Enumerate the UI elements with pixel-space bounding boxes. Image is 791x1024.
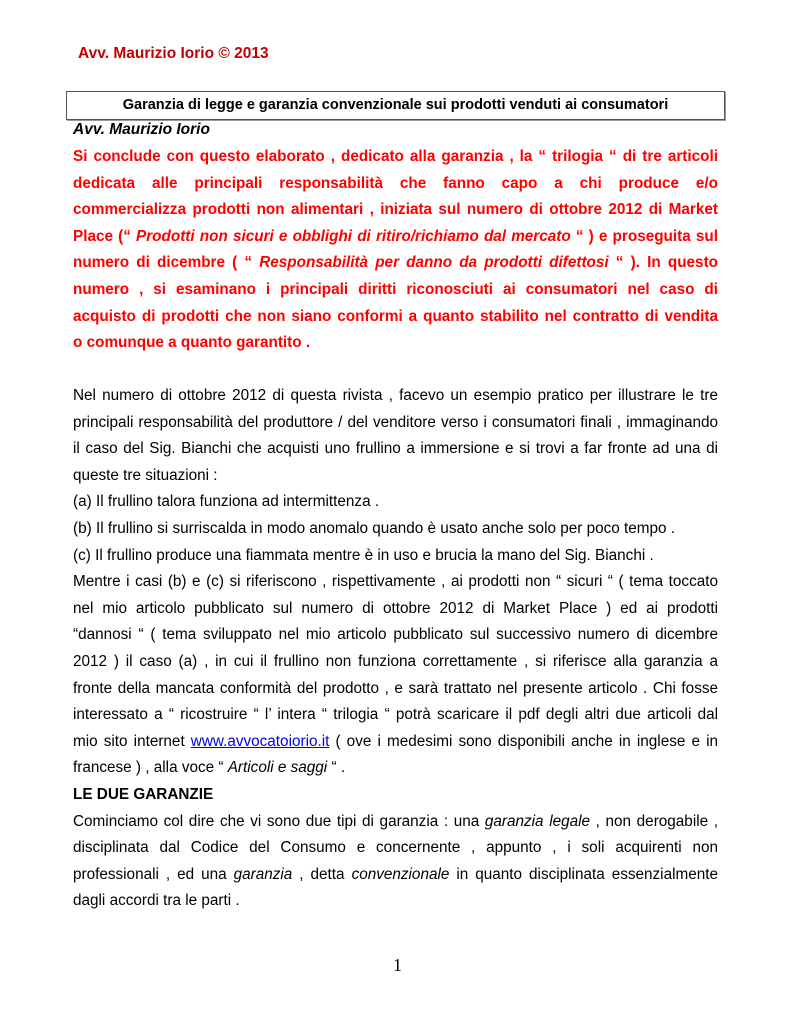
text: , detta [292,865,352,883]
text-line: fronte della mancata conformità del prodotto , e sarà trattato nel presente articolo . Chi fosse [73,679,718,697]
text: “ . [327,759,346,777]
text-line [73,729,718,756]
text: Place (“ [73,227,137,245]
term: garanzia [233,865,293,883]
website-link[interactable]: www.avvocatoiorio.it [190,732,330,750]
text-line [73,809,718,836]
body-text [73,383,718,915]
text-line: dagli accordi tra le parti . [73,892,240,910]
text-line: numero , si esaminano i principali diritti riconosciuti ai consumatori nel caso di [73,280,718,298]
list-item: (c) Il frullino produce una fiammata mentre è in uso e brucia la mano del Sig. Bianchi . [73,546,654,564]
text-line: nel mio articolo pubblicato sul numero di ottobre 2012 di Market Place ) ed ai prodotti [73,599,718,617]
text: professionali , ed una [73,865,234,883]
text-line: Mentre i casi (b) e (c) si riferiscono , rispettivamente , ai prodotti non “ sicuri “ ( tema toccato [73,573,718,591]
text-line [73,755,718,782]
text-line [73,250,718,277]
article-title: Prodotti non sicuri e obblighi di ritiro/richiamo dal mercato [136,227,571,245]
text-line [73,862,718,889]
section-heading: LE DUE GARANZIE [73,785,214,803]
text-line: interessato a “ ricostruire “ l’ intera “ trilogia “ potrà scaricare il pdf degli altri due articoli dal [73,706,718,724]
text: in quanto disciplinata essenzialmente [449,865,718,883]
document-header: Avv. Maurizio Iorio © 2013 [78,45,269,62]
text-line: disciplinata dal Codice del Consumo e concernente , appunto , i soli acquirenti non [73,839,718,857]
text: ( ove i medesimi sono disponibili anche in inglese e in [329,732,718,750]
text: Cominciamo col dire che vi sono due tipi di garanzia : una [73,812,485,830]
text: francese ) , alla voce “ [73,759,228,777]
text: numero di dicembre ( “ [73,254,260,272]
text-line: queste tre situazioni : [73,466,218,484]
article-title: Responsabilità per danno da prodotti difettosi [259,254,609,272]
text-line: 2012 ) il caso (a) , in cui il frullino non funziona correttamente , si riferisce alla garanzia a [73,652,718,670]
document-title: Garanzia di legge e garanzia convenzionale sui prodotti venduti ai consumatori [66,91,725,120]
text-line: “dannosi “ ( tema sviluppato nel mio articolo pubblicato sul successivo numero di dicembre [73,626,718,644]
intro-paragraph [73,144,718,357]
text: , non derogabile , [590,812,718,830]
section-name: Articoli e saggi [227,759,328,777]
text-line: Nel numero di ottobre 2012 di questa rivista , facevo un esempio pratico per illustrare le tre [73,387,718,404]
list-item: (a) Il frullino talora funziona ad intermittenza . [73,493,380,511]
text: mio sito internet [73,732,191,750]
list-item: (b) Il frullino si surriscalda in modo anomalo quando è usato anche solo per poco tempo . [73,519,676,537]
text-line: commercializza prodotti non alimentari , iniziata sul numero di ottobre 2012 di Market [73,201,718,219]
text-line: acquisto di prodotti che non siano conformi a quanto stabilito nel contratto di vendita [73,307,718,325]
page-number: 1 [393,955,402,975]
text-line: dedicata alle principali responsabilità che fanno capo a chi produce e/o [73,174,718,192]
text-line [73,224,718,251]
text-line: o comunque a quanto garantito . [73,334,311,352]
author-name: Avv. Maurizio Iorio [73,121,210,138]
text-line: principali responsabilità del produttore / del venditore verso i consumatori finali , immaginando [73,413,718,431]
text: “ ) e proseguita sul [570,227,719,245]
term: convenzionale [351,865,450,883]
term: garanzia legale [484,812,591,830]
text-line: Si conclude con questo elaborato , dedicato alla garanzia , la “ trilogia “ di tre articoli [73,148,718,165]
text-line: il caso del Sig. Bianchi che acquisti uno frullino a immersione e si trovi a far fronte ad una di [73,440,718,458]
text: “ ). In questo [608,254,719,272]
